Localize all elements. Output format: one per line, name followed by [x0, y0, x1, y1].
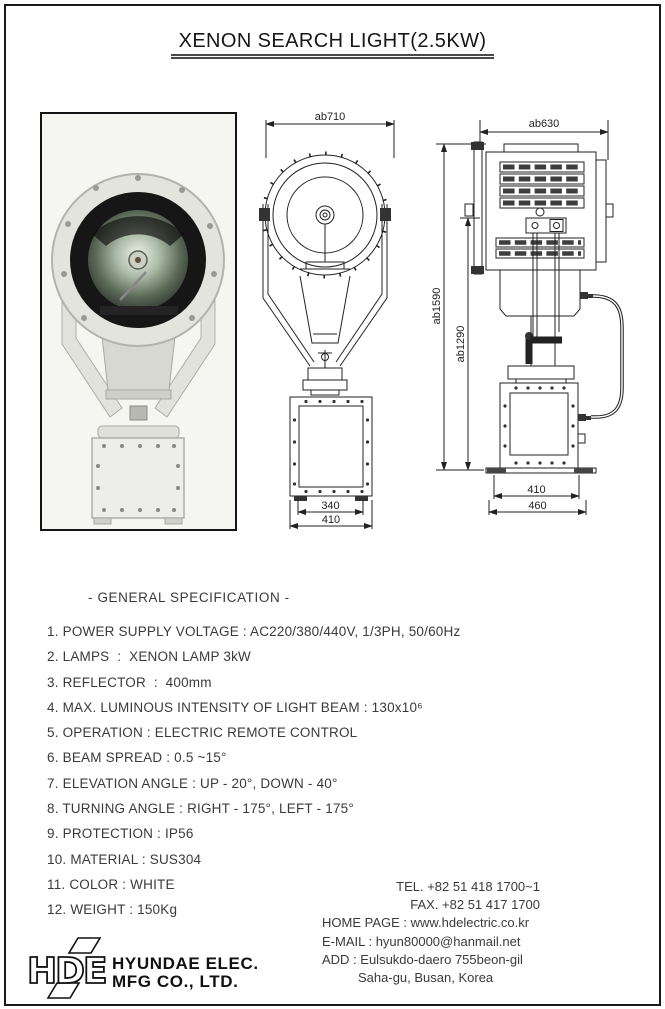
spec-item: 5. OPERATION : ELECTRIC REMOTE CONTROL — [47, 725, 358, 741]
searchlight-photo-illustration — [42, 114, 235, 529]
dim-side-base-inner: 410 — [527, 484, 546, 496]
dim-front-width: ab710 — [314, 111, 346, 123]
side-view-drawing — [428, 106, 660, 532]
product-photo — [40, 112, 237, 531]
front-view-drawing — [256, 106, 432, 532]
company-name — [112, 955, 259, 991]
dim-side-height-swivel: ab1290 — [455, 325, 467, 363]
company-name-line2: MFG CO., LTD. — [112, 972, 239, 991]
dim-side-height-total: ab1590 — [431, 287, 443, 325]
hde-monogram-icon — [26, 936, 110, 1000]
spec-item: 9. PROTECTION : IP56 — [47, 826, 194, 842]
dim-side-width: ab630 — [528, 118, 560, 130]
spec-item: 7. ELEVATION ANGLE : UP - 20°, DOWN - 40° — [47, 775, 338, 791]
company-name-line1: HYUNDAE ELEC. — [112, 954, 259, 973]
page-title-text: XENON SEARCH LIGHT(2.5KW) — [171, 30, 495, 59]
spec-item: 2. LAMPS : XENON LAMP 3kW — [47, 649, 251, 665]
contact-email: E-MAIL : hyun80000@hanmail.net — [322, 933, 521, 949]
spec-item: 12. WEIGHT : 150Kg — [47, 902, 178, 918]
spec-item: 8. TURNING ANGLE : RIGHT - 175°, LEFT - 175° — [47, 801, 354, 817]
contact-tel: TEL. +82 51 418 1700~1 — [396, 879, 540, 894]
contact-address-line2: Saha-gu, Busan, Korea — [358, 970, 494, 986]
spec-item: 6. BEAM SPREAD : 0.5 ~15° — [47, 750, 227, 766]
dim-front-base-inner: 340 — [321, 500, 340, 512]
contact-address-line1: ADD : Eulsukdo-daero 755beon-gil — [322, 951, 523, 967]
contact-homepage: HOME PAGE : www.hdelectric.co.kr — [322, 915, 530, 931]
dim-front-base-outer: 410 — [321, 514, 341, 526]
contact-block — [322, 878, 540, 987]
page-title — [0, 30, 665, 53]
spec-item: 4. MAX. LUMINOUS INTENSITY OF LIGHT BEAM : 130x10⁶ — [47, 699, 423, 715]
spec-heading: - GENERAL SPECIFICATION - — [88, 590, 290, 605]
spec-item: 11. COLOR : WHITE — [47, 876, 175, 892]
spec-item: 3. REFLECTOR : 400mm — [47, 674, 212, 690]
hde-monogram-text: HDE — [27, 951, 106, 992]
contact-fax: FAX. +82 51 417 1700 — [410, 897, 540, 913]
company-logo — [26, 936, 259, 1000]
dim-side-base-outer: 460 — [528, 500, 547, 512]
spec-item: 10. MATERIAL : SUS304 — [47, 851, 202, 867]
spec-item: 1. POWER SUPPLY VOLTAGE : AC220/380/440V, 1/3PH, 50/60Hz — [47, 624, 461, 639]
